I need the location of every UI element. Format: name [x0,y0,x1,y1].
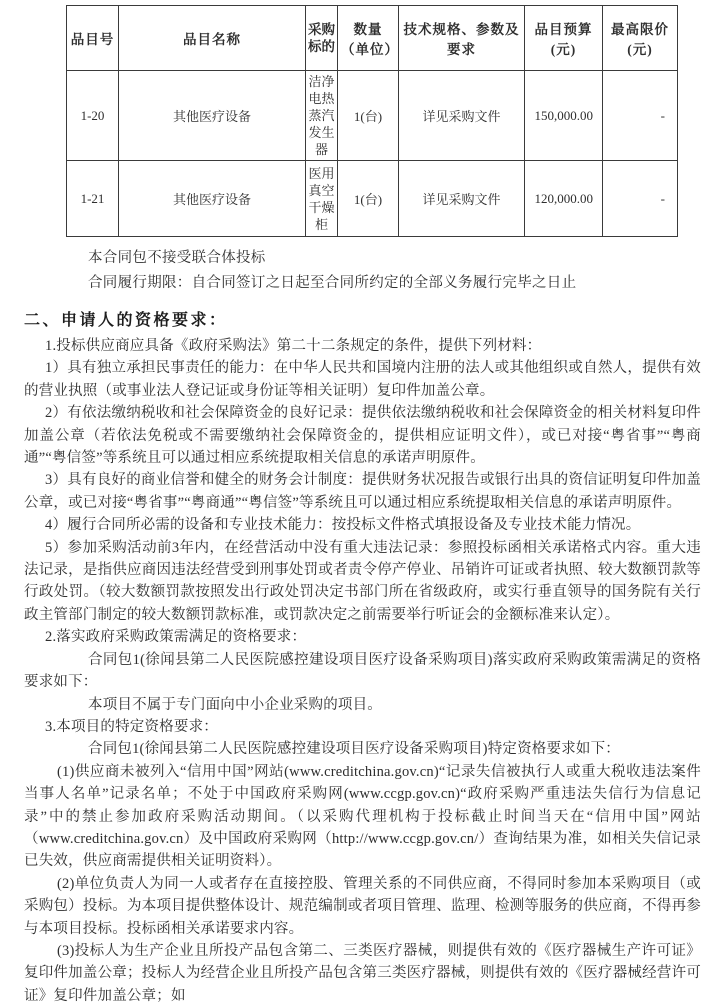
qualification-paragraph: (3)投标人为生产企业且所投产品包含第二、三类医疗器械，则提供有效的《医疗器械生产许可证》复印件加盖公章；投标人为经营企业且所投产品包含第三类医疗器械，则提供有效的《医疗器械经营许可证》复印件加盖公章；如 [24,942,701,1004]
cell-qty: 1(台) [338,161,399,237]
qualification-paragraph: 3.本项目的特定资格要求： [45,718,218,735]
column-header-budget: 品目预算(元) [525,6,603,71]
qualification-paragraph: 4）履行合同所必需的设备和专业技术能力：按投标文件格式填报设备及专业技术能力情况。 [45,517,641,534]
column-header-qty: 数量（单位） [338,6,399,71]
cell-target: 洁净电热蒸汽发生器 [306,71,338,161]
contract-note-consortium: 本合同包不接受联合体投标 [88,250,266,266]
cell-max-price: - [603,161,678,237]
table-header-row [67,6,678,71]
qualification-requirements [24,335,701,1007]
qualification-paragraph: 合同包1(徐闻县第二人民医院感控建设项目医疗设备采购项目)特定资格要求如下： [88,741,621,758]
column-header-name: 品目名称 [119,6,306,71]
column-header-spec: 技术规格、参数及要求 [399,6,525,71]
qualification-paragraph: 2.落实政府采购政策需满足的资格要求： [45,629,307,646]
contract-notes [24,246,701,296]
contract-note-performance-period: 合同履行期限：自合同签订之日起至合同所约定的全部义务履行完毕之日止 [88,275,577,291]
cell-item-no: 1-21 [67,161,119,237]
qualification-paragraph: (1)供应商未被列入“信用中国”网站(www.creditchina.gov.cn)“记录失信被执行人或重大税收违法案件当事人名单”记录名单；不处于中国政府采购网(www.ccgp.gov.cn)“政府采购严重违法失信行为信息记录”中的禁止参加政府采购活动期间。（以采购代理机构于投标截止时间当天在“信用中国”网站（www.creditchina.gov.cn）及中国政府采购网（http://www.ccgp.gov.cn/）查询结果为准，如相关失信记录已失效，供应商需提供相关证明资料）。 [24,763,701,870]
cell-qty: 1(台) [338,71,399,161]
section-heading-qualifications: 二、申请人的资格要求： [24,312,228,329]
cell-item-name: 其他医疗设备 [119,71,306,161]
qualification-paragraph: (2)单位负责人为同一人或者存在直接控股、管理关系的不同供应商，不得同时参加本采购项目（或采购包）投标。为本项目提供整体设计、规范编制或者项目管理、监理、检测等服务的供应商，不得再参与本项目投标。投标函相关承诺要求内容。 [24,875,701,937]
qualification-paragraph: 合同包1(徐闻县第二人民医院感控建设项目医疗设备采购项目)落实政府采购政策需满足的资格要求如下： [24,651,701,691]
cell-item-name: 其他医疗设备 [119,161,306,237]
document-page [0,5,722,1004]
qualification-paragraph: 本项目不属于专门面向中小企业采购的项目。 [88,696,382,713]
column-header-cap: 最高限价(元) [603,6,678,71]
qualification-paragraph: 5）参加采购活动前3年内，在经营活动中没有重大违法记录：参照投标函相关承诺格式内容。重大违法记录，是指供应商因违法经营受到刑事处罚或者责令停产停业、吊销许可证或者执照、较大数额罚款等行政处罚。（较大数额罚款按照发出行政处罚决定书部门所在省级政府，或实行垂直领导的国务院有关行政主管部门制定的较大数额罚款标准，或罚款决定之前需要举行听证会的金额标准来认定）。 [24,539,701,623]
cell-budget: 120,000.00 [525,161,603,237]
column-header-item-no: 品目号 [67,6,119,71]
cell-spec: 详见采购文件 [399,71,525,161]
cell-target: 医用真空干燥柜 [306,161,338,237]
qualification-paragraph: 1）具有独立承担民事责任的能力：在中华人民共和国境内注册的法人或其他组织或自然人，提供有效的营业执照（或事业法人登记证或身份证等相关证明）复印件加盖公章。 [24,360,701,399]
qualification-paragraph: 2）有依法缴纳税收和社会保障资金的良好记录：提供依法缴纳税收和社会保障资金的相关材料复印件加盖公章（若依法免税或不需要缴纳社会保障资金的，提供相应证明文件），或已对接“粤省事”“粤商通”“粤信签”等系统且可以通过相应系统提取相关信息的承诺声明原件。 [24,405,701,467]
cell-budget: 150,000.00 [525,71,603,161]
qualification-paragraph: 3）具有良好的商业信誉和健全的财务会计制度：提供财务状况报告或银行出具的资信证明复印件加盖公章，或已对接“粤省事”“粤商通”“粤信签”等系统且可以通过相应系统提取相关信息的承诺声明原件。 [24,472,701,511]
cell-item-no: 1-20 [67,71,119,161]
qualification-paragraph: 1.投标供应商应具备《政府采购法》第二十二条规定的条件，提供下列材料： [45,338,542,354]
cell-spec: 详见采购文件 [399,161,525,237]
table-row [67,71,678,161]
cell-max-price: - [603,71,678,161]
procurement-items-table [66,5,678,237]
table-row [67,161,678,237]
column-header-target: 采购标的 [306,6,338,71]
